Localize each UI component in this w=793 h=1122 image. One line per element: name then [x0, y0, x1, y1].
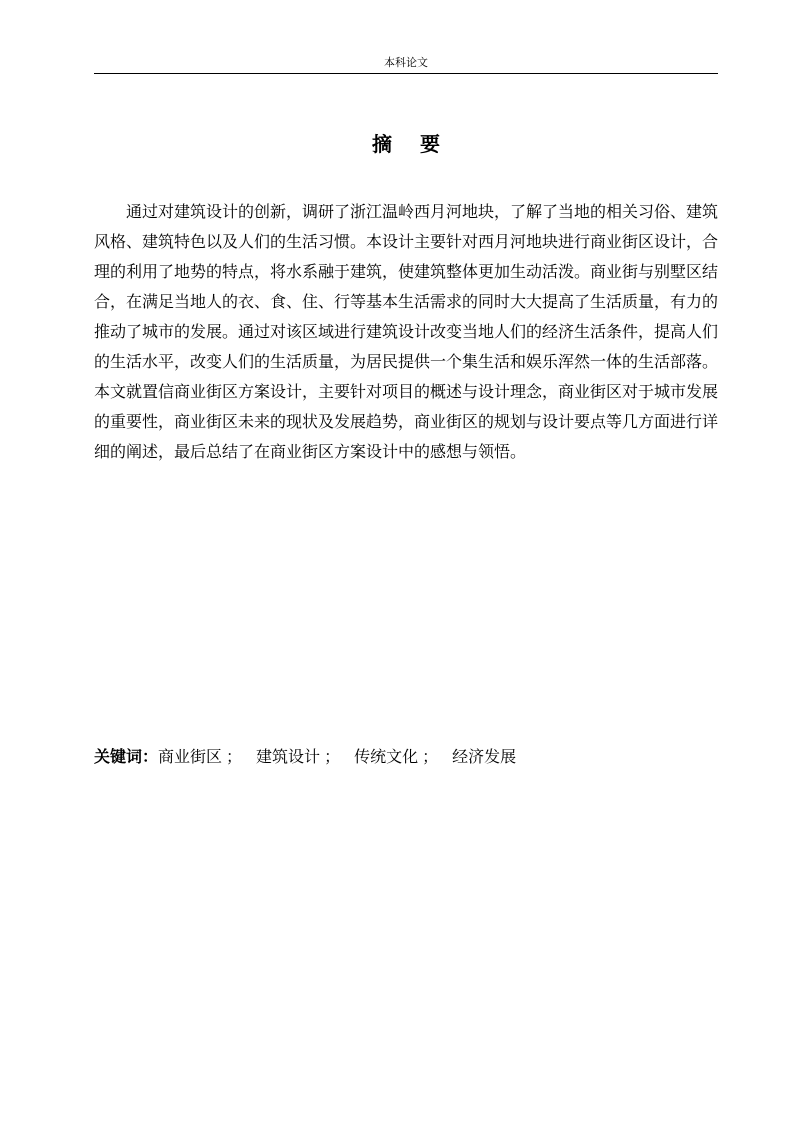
keyword-item: 建筑设计: [256, 747, 321, 766]
running-header: 本科论文: [384, 56, 428, 69]
header-rule: [94, 73, 718, 74]
keywords-line: [94, 744, 718, 770]
keyword-separator: ；: [226, 747, 243, 766]
abstract-title: 摘要: [372, 132, 468, 156]
keyword-item: 经济发展: [452, 747, 517, 766]
keyword-item: 商业街区: [158, 747, 223, 766]
keyword-separator: ；: [422, 747, 439, 766]
keywords-label: 关键词：: [94, 747, 159, 766]
keyword-item: 传统文化: [354, 747, 419, 766]
abstract-body: 通过对建筑设计的创新，调研了浙江温岭西月河地块，了解了当地的相关习俗、建筑风格、建筑特色以及人们的生活习惯。本设计主要针对西月河地块进行商业街区设计，合理的利用了地势的特点，将水系融于建筑，使建筑整体更加生动活泼。商业街与别墅区结合，在满足当地人的衣、食、住、行等基本生活需求的同时大大提高了生活质量，有力的推动了城市的发展。通过对该区域进行建筑设计改变当地人们的经济生活条件，提高人们的生活水平，改变人们的生活质量，为居民提供一个集生活和娱乐浑然一体的生活部落。本文就置信商业街区方案设计，主要针对项目的概述与设计理念，商业街区对于城市发展的重要性，商业街区未来的现状及发展趋势，商业街区的规划与设计要点等几方面进行详细的阐述，最后总结了在商业街区方案设计中的感想与领悟。: [94, 202, 719, 461]
keyword-separator: ；: [324, 747, 341, 766]
